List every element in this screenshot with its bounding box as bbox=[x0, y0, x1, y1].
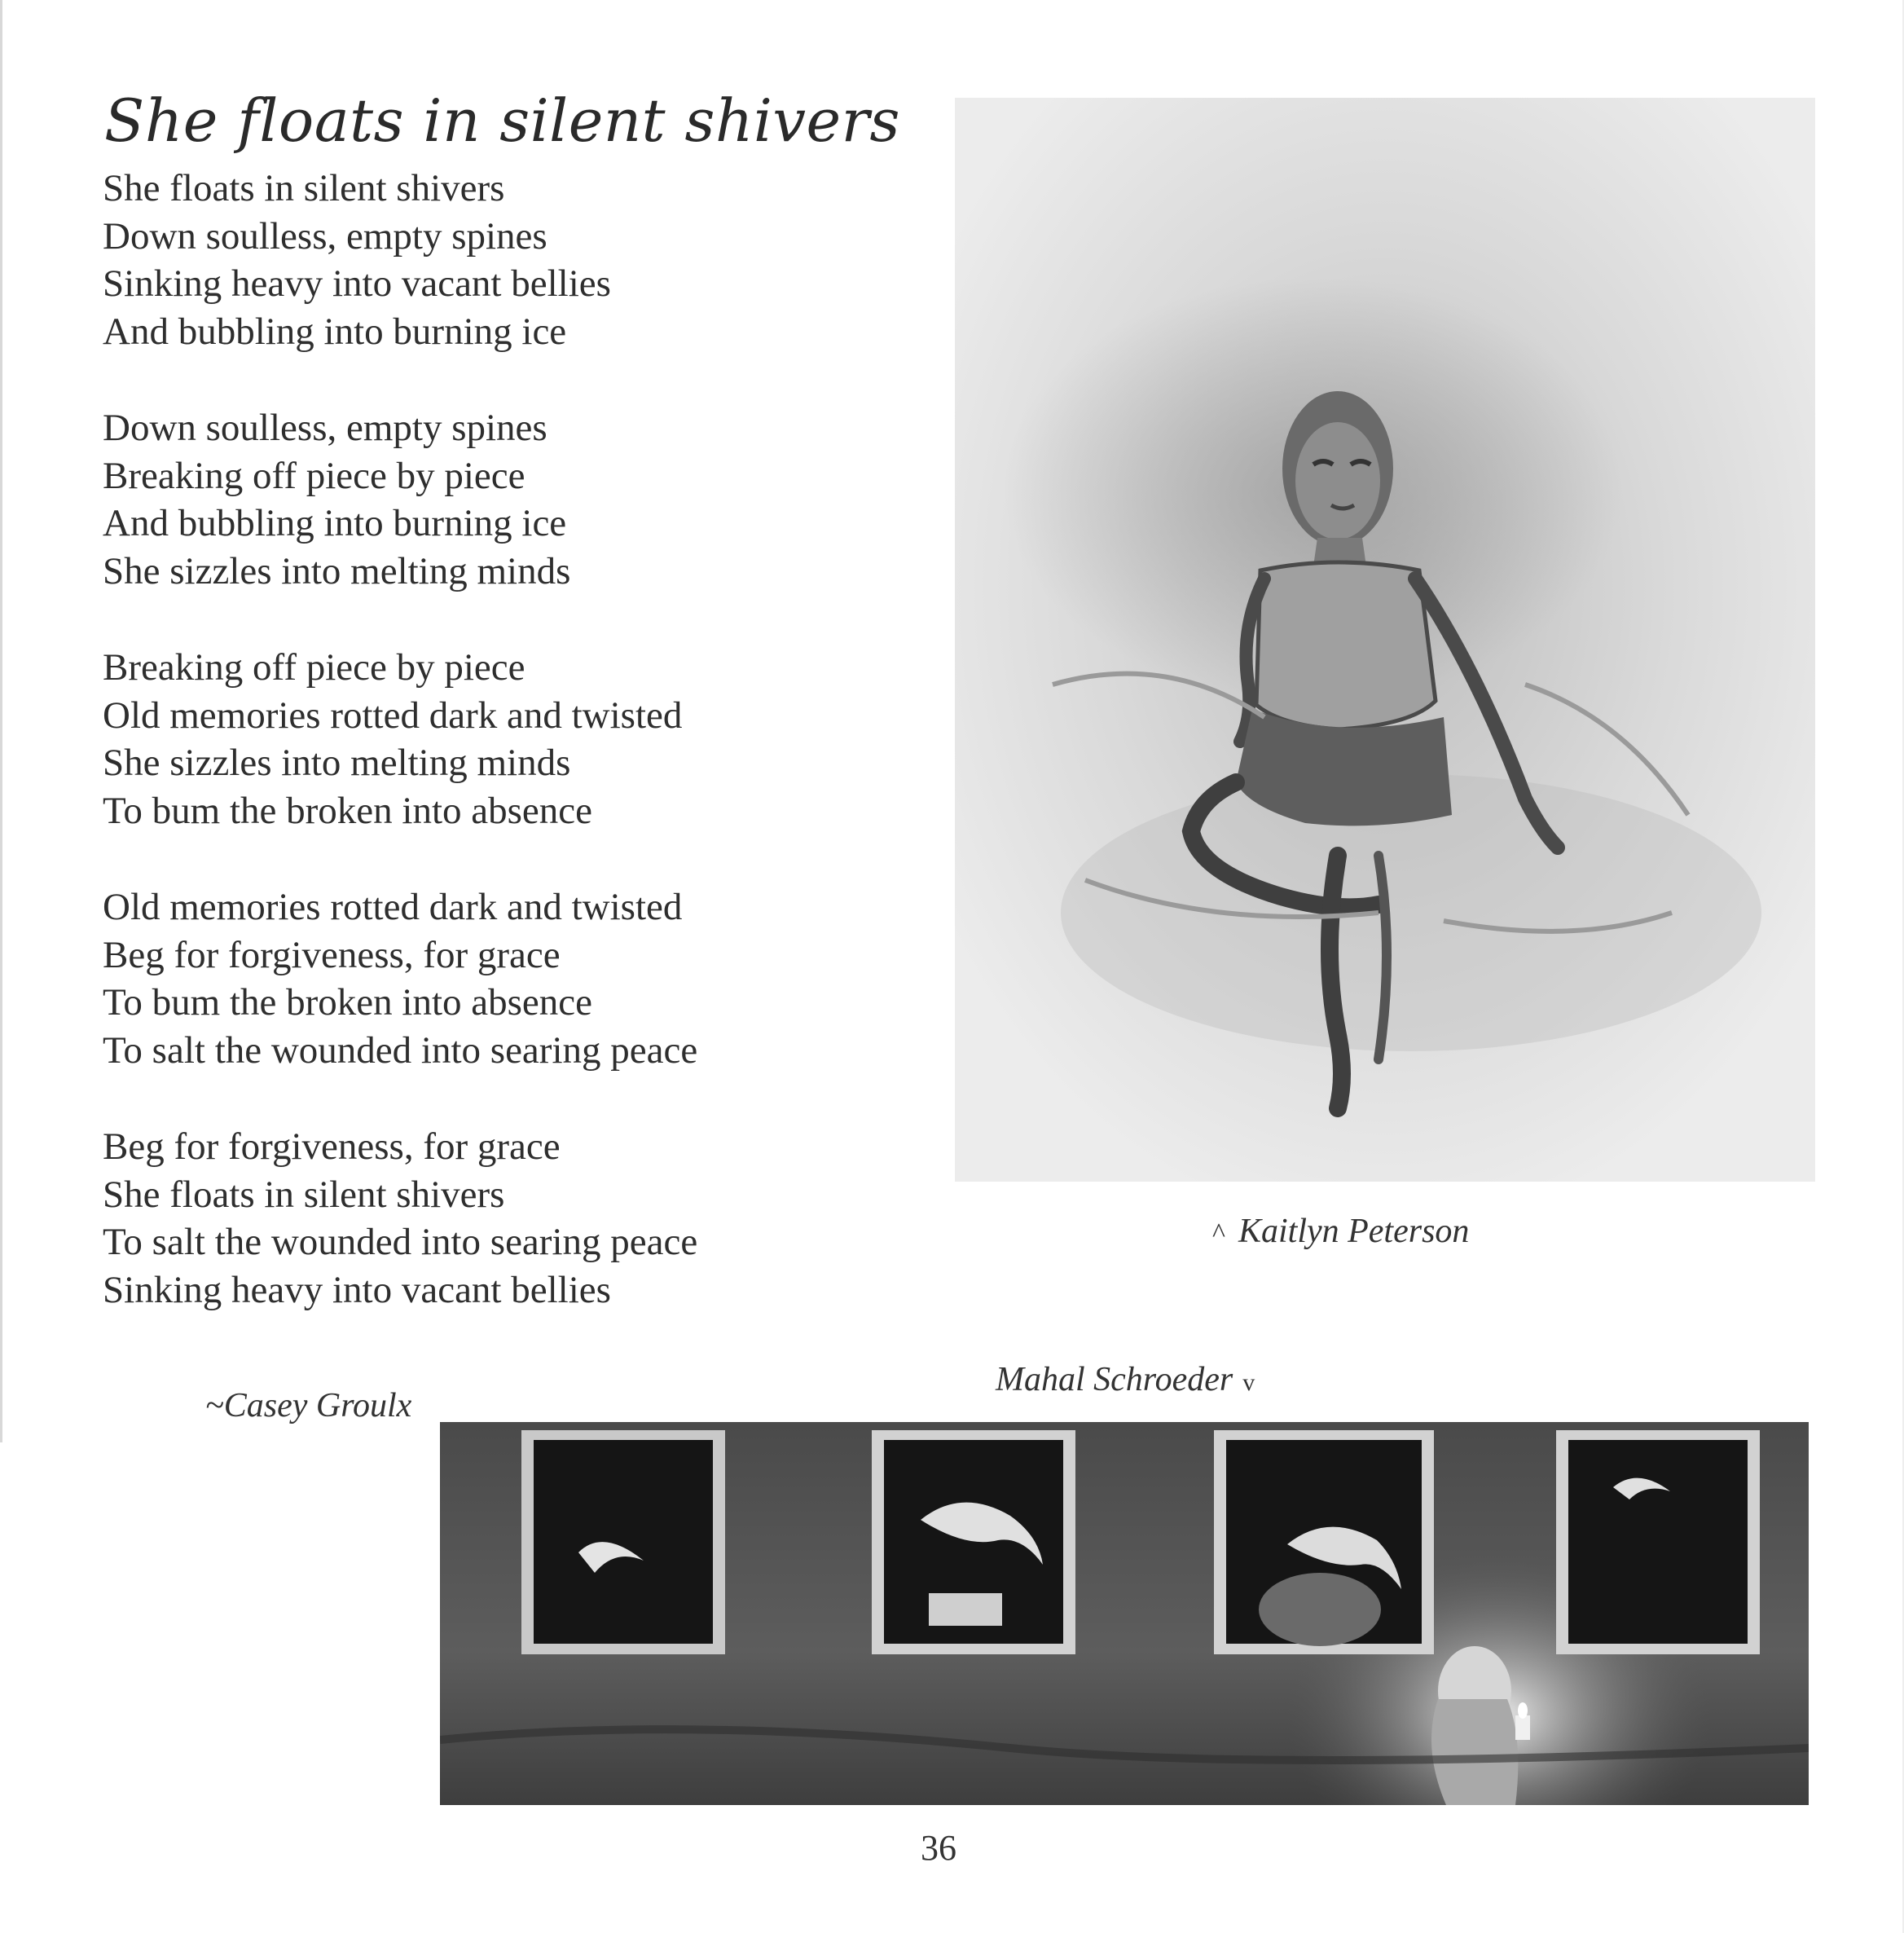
artist-credit-bottom bbox=[996, 1359, 1255, 1403]
caret-up-icon: ^ bbox=[1212, 1218, 1225, 1248]
artist-credit-top-name: Kaitlyn Peterson bbox=[1238, 1213, 1470, 1250]
poem-body bbox=[103, 165, 852, 1363]
stanza-1 bbox=[103, 165, 852, 355]
poem-author: ~Casey Groulx bbox=[205, 1387, 412, 1424]
poem-line: She floats in silent shivers bbox=[103, 1173, 505, 1216]
poem-line: And bubbling into burning ice bbox=[103, 310, 567, 353]
poem-line: Beg for forgiveness, for grace bbox=[103, 933, 561, 976]
page-edge-left bbox=[0, 0, 2, 1442]
stanza-3 bbox=[103, 644, 852, 834]
poem-line: She floats in silent shivers bbox=[103, 167, 505, 209]
poem-line: Down soulless, empty spines bbox=[103, 407, 547, 449]
stanza-5 bbox=[103, 1123, 852, 1314]
artist-credit-top bbox=[1212, 1211, 1469, 1254]
poem-line: To salt the wounded into searing peace bbox=[103, 1221, 698, 1263]
chevron-down-icon: v bbox=[1242, 1369, 1255, 1396]
poem-line: She sizzles into melting minds bbox=[103, 742, 571, 784]
stanza-2 bbox=[103, 404, 852, 595]
poem-line: Breaking off piece by piece bbox=[103, 454, 525, 497]
poem-line: To salt the wounded into searing peace bbox=[103, 1028, 698, 1072]
painting-framed-birds bbox=[440, 1422, 1809, 1805]
poem-line: Down soulless, empty spines bbox=[103, 214, 547, 258]
poem-line: Old memories rotted dark and twisted bbox=[103, 886, 683, 928]
artist-credit-bottom-name: Mahal Schroeder bbox=[996, 1361, 1233, 1398]
poem-line: Beg for forgiveness, for grace bbox=[103, 1125, 561, 1168]
poem-line: Sinking heavy into vacant bellies bbox=[103, 262, 611, 305]
poem-line: And bubbling into burning ice bbox=[103, 502, 567, 544]
page-number: 36 bbox=[921, 1828, 956, 1868]
poem-line: To bum the broken into absence bbox=[103, 981, 593, 1024]
poem-line: Sinking heavy into vacant bellies bbox=[103, 1268, 611, 1311]
poem-line: To bum the broken into absence bbox=[103, 789, 593, 832]
poem-line: Old memories rotted dark and twisted bbox=[103, 694, 683, 737]
poem-line: She sizzles into melting minds bbox=[103, 549, 571, 592]
poem-line: Breaking off piece by piece bbox=[103, 646, 525, 689]
charcoal-drawing-seated-figure bbox=[955, 98, 1815, 1182]
poem-title: She floats in silent shivers bbox=[104, 86, 900, 155]
stanza-4 bbox=[103, 883, 852, 1074]
